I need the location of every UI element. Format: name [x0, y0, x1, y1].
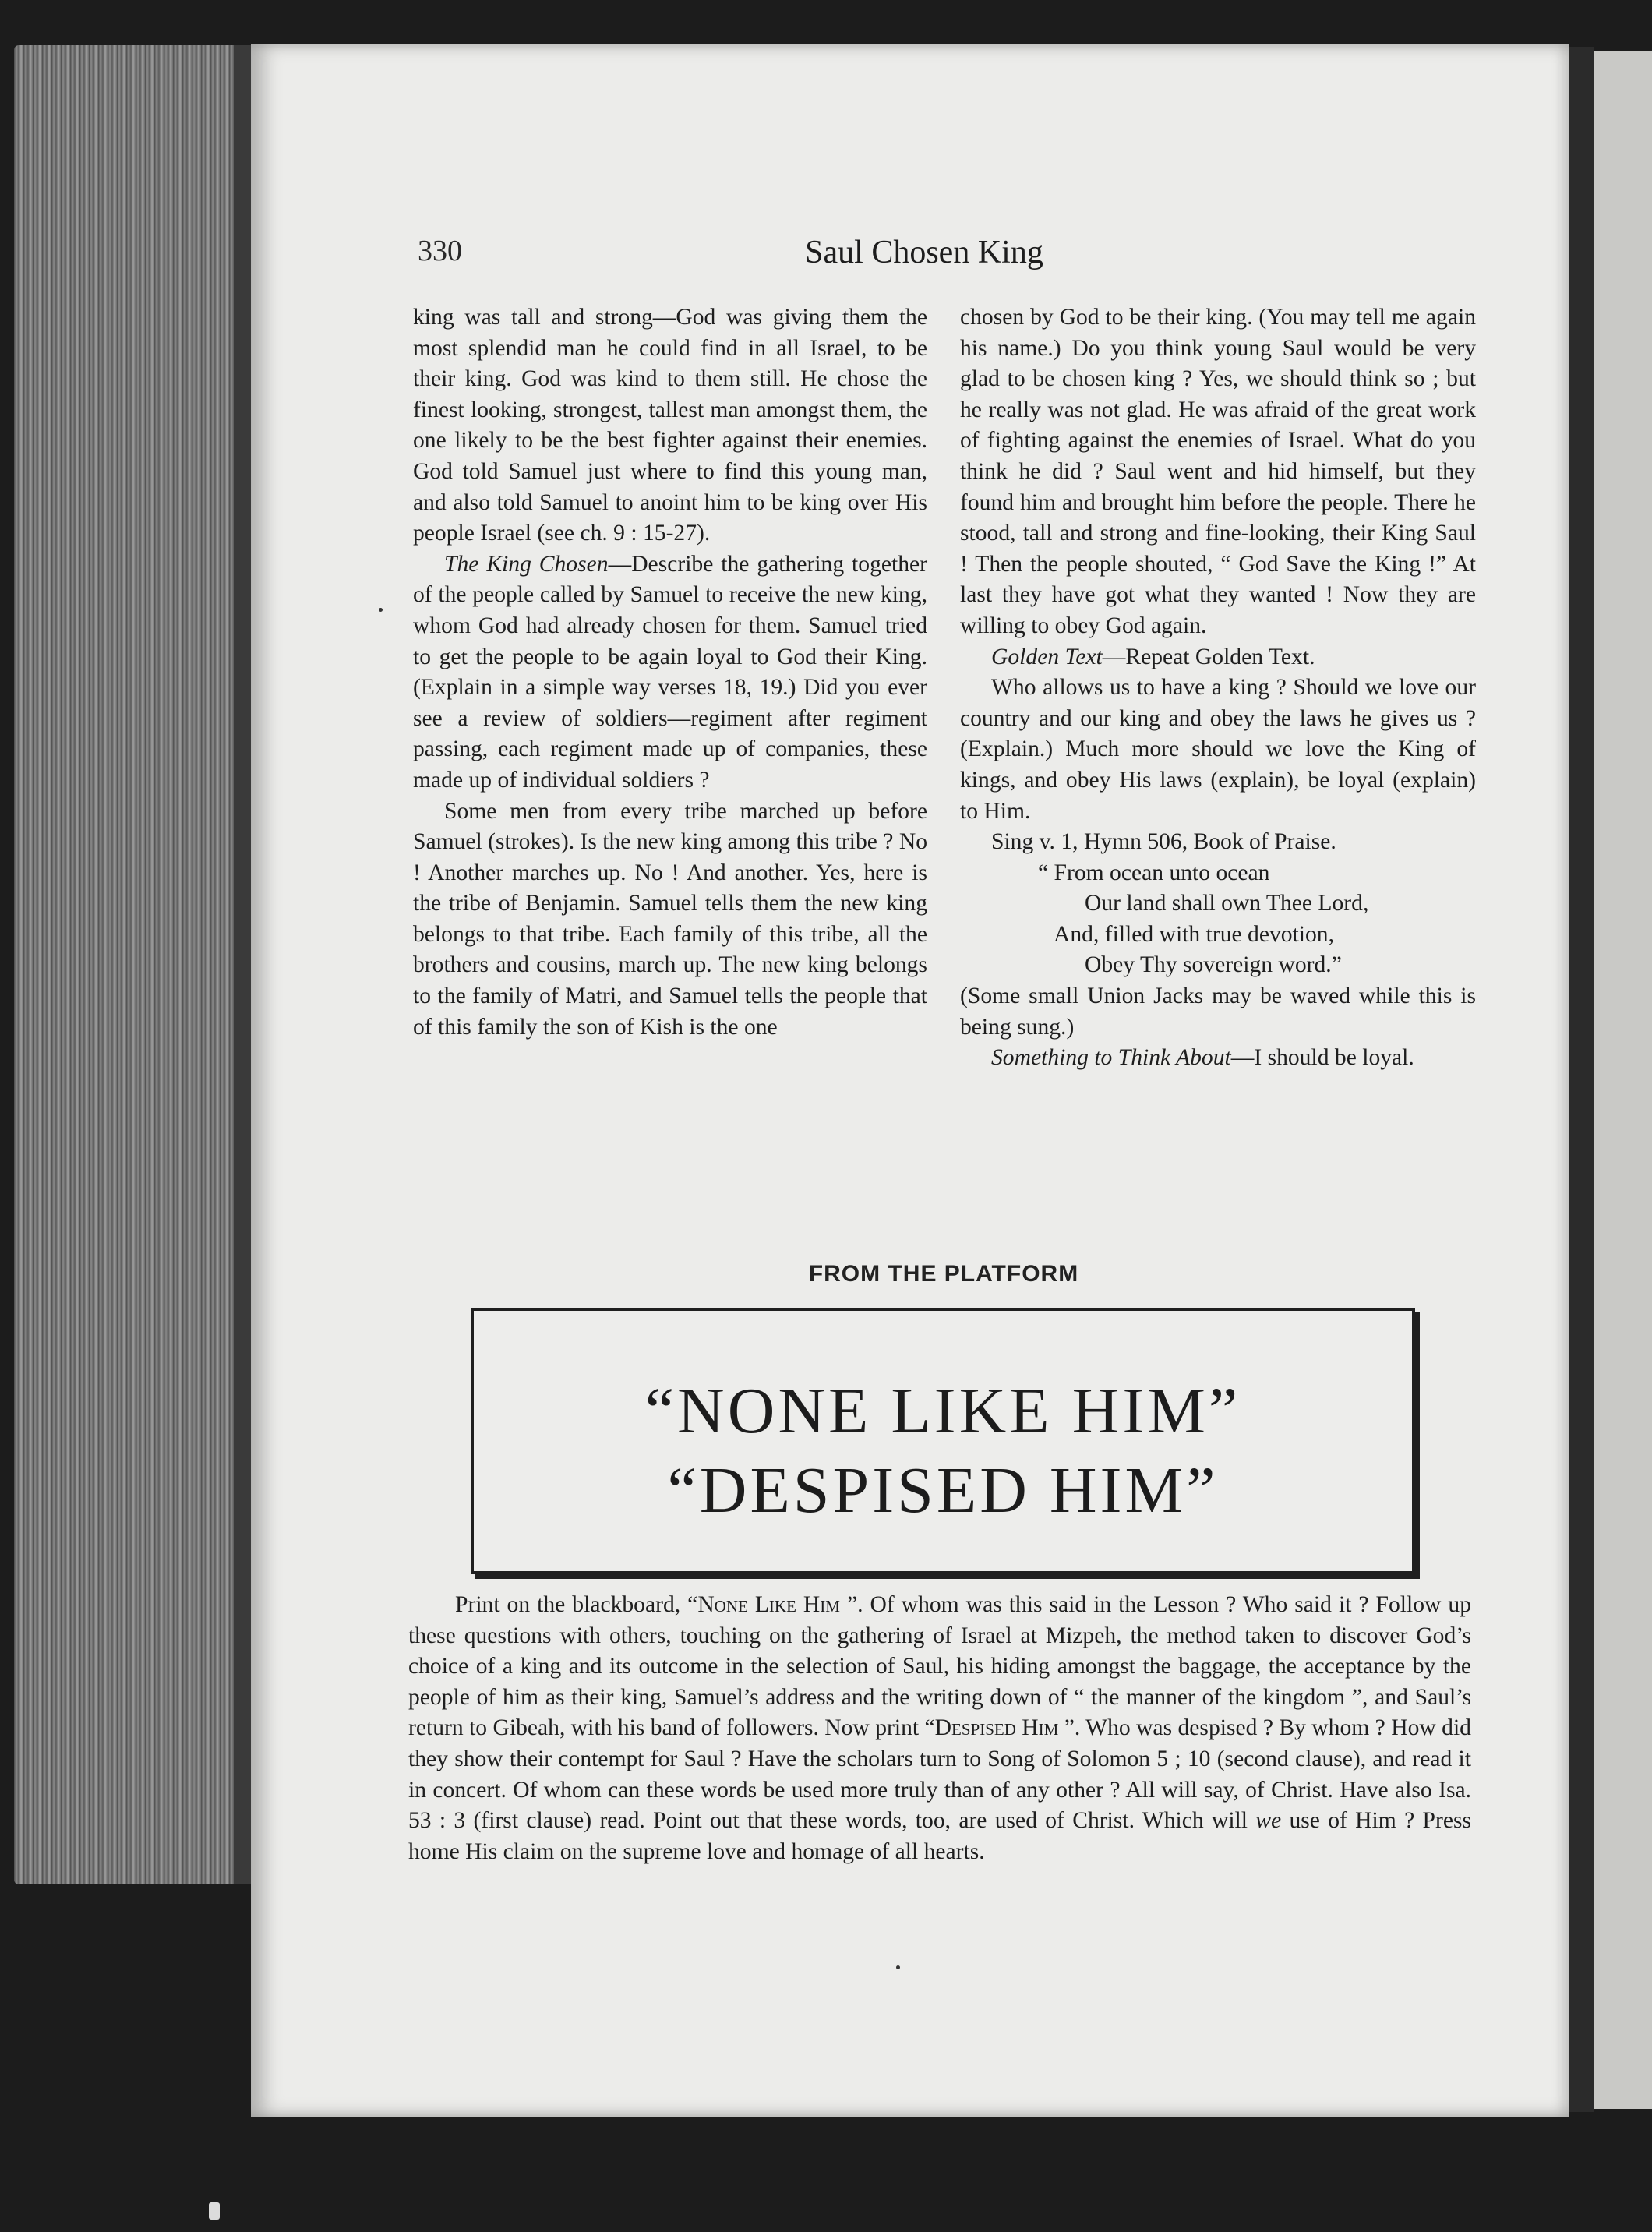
- paragraph-lead: Something to Think About: [991, 1045, 1231, 1071]
- paragraph-lead: The King Chosen: [444, 551, 609, 577]
- page-number: 330: [418, 235, 462, 267]
- blackboard-line: “DESPISED HIM”: [667, 1454, 1219, 1527]
- verse-line: And, filled with true devotion,: [1054, 921, 1334, 947]
- paragraph: Some men from every tribe marched up before Samuel (strokes). Is the new king among this tribe ? No ! Another marches up. No ! And another. Yes, here is the tribe of Benjamin. Samuel tells them the new king belongs to that tribe. Each family of this tribe, all the brothers and cousins, march up. The new king belongs to the family of Matri, and Samuel tells the people that of this family the son of Kish is the one: [413, 798, 927, 1040]
- section-heading: FROM THE PLATFORM: [808, 1261, 1079, 1287]
- scan-background: [1594, 51, 1652, 2109]
- paragraph-text: —Repeat Golden Text.: [1102, 644, 1315, 669]
- paragraph: [960, 1043, 1476, 1074]
- paragraph: [960, 642, 1476, 673]
- emphasis-text: we: [1255, 1808, 1282, 1834]
- hymn-verse: [960, 858, 1476, 981]
- scan-smudge: [209, 2202, 220, 2220]
- text-run: use of Him ? Press home His claim on the supreme love and homage of all hearts.: [408, 1808, 1471, 1864]
- paragraph-text: —Describe the gathering together of the people called by Samuel to receive the new king, whom God had already chosen for them. Samuel tried to get the people to be again loyal to God their King. (Explain in a simple way verses 18, 19.) Did you ever see a review of soldiers—regiment after regiment passing, each regiment made up of companies, these made up of individual soldiers ?: [413, 551, 928, 793]
- stray-mark: [896, 1965, 900, 1969]
- book-cover-edge: [1569, 47, 1594, 2112]
- right-column: [960, 302, 1476, 1074]
- small-caps-text: None Like Him: [697, 1592, 840, 1617]
- paragraph: (Some small Union Jacks may be waved while this is being sung.): [960, 984, 1476, 1040]
- running-title: Saul Chosen King: [805, 235, 1043, 270]
- paragraph-lead: Golden Text: [991, 644, 1103, 669]
- page-header: [418, 234, 1431, 281]
- text-run: ”. Of whom was this said in the Lesson ? Who said it ? Follow up these questions with others, touching on the gathering of Israel at Mizpeh, the method taken to discover God’s choice of a king and its outcome in the selection of Saul, his hiding amongst the baggage, the acceptance by the people of him as their king, Samuel’s address and the writing down of “ the manner of the kingdom ”, and Saul’s return to Gibeah, with his band of followers. Now print “: [408, 1592, 1471, 1741]
- paragraph: [408, 1590, 1471, 1867]
- hymn-instruction: Sing v. 1, Hymn 506, Book of Praise.: [991, 829, 1336, 855]
- text-run: ”. Who was despised ? By whom ? How did they show their contempt for Saul ? Have the scholars turn to Song of Solomon 5 ; 10 (second clause), and read it in concert. Of whom can these words be used more truly than of any other ? All will say, of Christ. Have also Isa. 53 : 3 (first clause) read. Point out that these words, too, are used of Christ. Which will: [408, 1715, 1471, 1834]
- paragraph: [413, 549, 927, 796]
- book-spine-shadow: [234, 45, 252, 1884]
- text-run: Print on the blackboard, “: [455, 1592, 698, 1617]
- small-caps-text: Despised Him: [934, 1715, 1059, 1741]
- verse-line: Obey Thy sovereign word.”: [1085, 952, 1342, 978]
- left-column: [413, 302, 927, 1043]
- verse-line: Our land shall own Thee Lord,: [1085, 891, 1369, 916]
- paragraph: king was tall and strong—God was giving them the most splendid man he could find in all Israel, to be their king. God was kind to them still. He chose the finest looking, strongest, tallest man amongst them, the one likely to be the best fighter against their enemies. God told Samuel just where to find this young man, and also told Samuel to anoint him to be king over His people Israel (see ch. 9 : 15-27).: [413, 305, 927, 546]
- verse-line: “ From ocean unto ocean: [1038, 860, 1270, 885]
- book-page-edges: [14, 45, 263, 1884]
- stray-mark: [379, 608, 383, 612]
- paragraph: chosen by God to be their king. (You may tell me again his name.) Do you think young Saul would be very glad to be chosen king ? Yes, we should think so ; but he really was not glad. He was afraid of the great work of fighting against the enemies of Israel. What do you think he did ? Saul went and hid himself, but they found him and brought him before the people. There he stood, tall and strong and fine-looking, their King Saul ! Then the people shouted, “ God Save the King !” At last they have got what they wanted ! Now they are willing to obey God again.: [960, 305, 1476, 638]
- paragraph: Who allows us to have a king ? Should we love our country and our king and obey the laws he gives us ? (Explain.) Much more should we love the King of kings, and obey His laws (explain), be loyal (explain) to Him.: [960, 675, 1476, 824]
- blackboard-box: [471, 1308, 1415, 1574]
- platform-instructions: [408, 1590, 1471, 1867]
- blackboard-line: “NONE LIKE HIM”: [644, 1375, 1241, 1447]
- paragraph-text: —I should be loyal.: [1230, 1045, 1414, 1071]
